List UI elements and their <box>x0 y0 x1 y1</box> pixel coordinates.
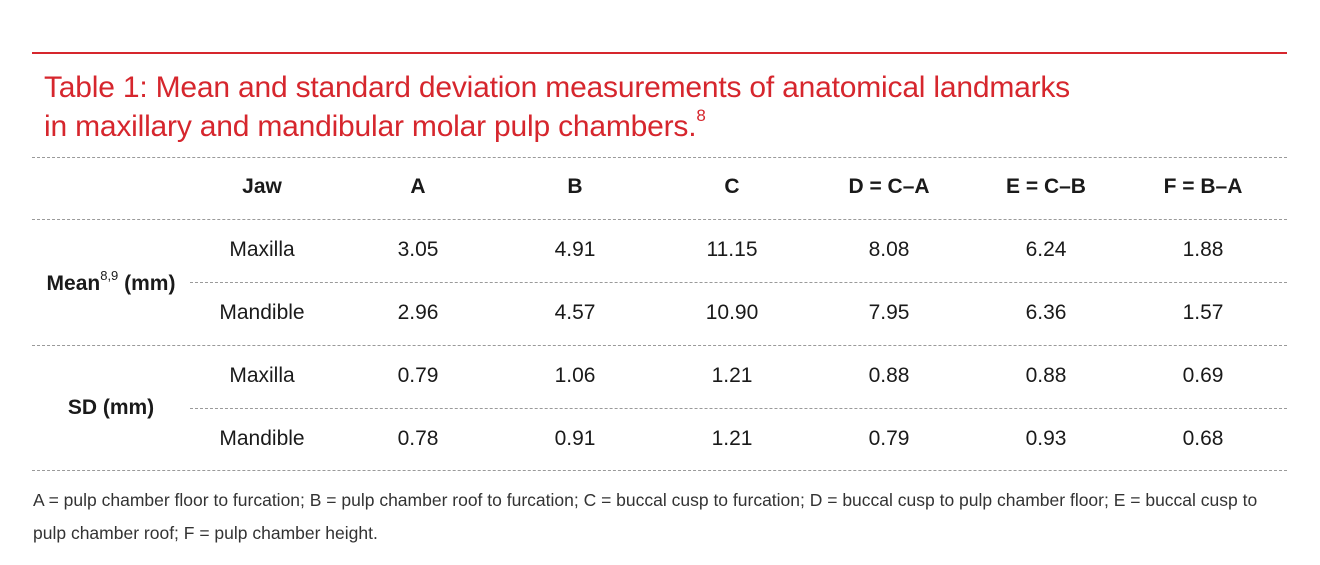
value-cell: 1.88 <box>1182 238 1224 261</box>
row-divider <box>190 408 1287 409</box>
table-title <box>44 72 1244 143</box>
value-cell: 11.15 <box>706 238 758 261</box>
row-group-label-unit: (mm) <box>97 396 155 419</box>
table-divider <box>32 470 1287 471</box>
value-cell: 2.96 <box>397 301 439 324</box>
value-cell: 3.05 <box>397 238 439 261</box>
column-header: D = C–A <box>848 175 930 198</box>
value-cell: 4.91 <box>554 238 596 261</box>
column-header: E = C–B <box>1006 175 1086 198</box>
value-cell: 4.57 <box>554 301 596 324</box>
jaw-cell: Maxilla <box>229 238 295 261</box>
value-cell: 1.57 <box>1182 301 1224 324</box>
table-footnote: A = pulp chamber floor to furcation; B = pulp chamber roof to furcation; C = buccal cusp to furcation; D = buccal cusp to pulp chamber floor; E = buccal cusp to pulp chamber roof; F = pulp chamber height. <box>33 490 1258 543</box>
jaw-cell: Mandible <box>219 301 305 324</box>
value-cell: 7.95 <box>868 301 910 324</box>
table-divider <box>32 219 1287 220</box>
row-group-label-unit: (mm) <box>118 272 176 295</box>
table-divider <box>32 157 1287 158</box>
jaw-cell: Mandible <box>219 427 305 450</box>
value-cell: 0.88 <box>868 364 910 387</box>
title-top-rule <box>32 52 1287 54</box>
column-header: F = B–A <box>1163 175 1243 198</box>
jaw-cell: Maxilla <box>229 364 295 387</box>
value-cell: 10.90 <box>705 301 759 324</box>
table-title-reference: 8 <box>696 106 706 125</box>
row-group-label-text: SD <box>67 396 98 419</box>
value-cell: 6.24 <box>1025 238 1067 261</box>
value-cell: 1.06 <box>554 364 596 387</box>
value-cell: 0.93 <box>1025 427 1067 450</box>
row-group-label-reference: 8,9 <box>100 268 119 283</box>
column-header: B <box>567 175 583 198</box>
value-cell: 0.78 <box>397 427 439 450</box>
value-cell: 0.68 <box>1182 427 1224 450</box>
table-title-line2 <box>44 104 1244 143</box>
column-header: Jaw <box>242 175 282 198</box>
table-divider <box>32 345 1287 346</box>
value-cell: 0.79 <box>397 364 439 387</box>
row-group-label-text: Mean <box>46 272 101 295</box>
value-cell: 1.21 <box>711 427 753 450</box>
value-cell: 0.88 <box>1025 364 1067 387</box>
table-title-line2-text: in maxillary and mandibular molar pulp chambers. <box>44 110 697 143</box>
column-header: C <box>724 175 740 198</box>
row-divider <box>190 282 1287 283</box>
value-cell: 0.79 <box>868 427 910 450</box>
value-cell: 1.21 <box>711 364 753 387</box>
row-group-label <box>68 396 154 420</box>
column-header: A <box>410 175 426 198</box>
value-cell: 0.69 <box>1182 364 1224 387</box>
row-group-label <box>47 270 176 296</box>
value-cell: 8.08 <box>868 238 910 261</box>
table-title-line1: Table 1: Mean and standard deviation measurements of anatomical landmarks <box>44 71 1070 104</box>
value-cell: 6.36 <box>1025 301 1067 324</box>
value-cell: 0.91 <box>554 427 596 450</box>
